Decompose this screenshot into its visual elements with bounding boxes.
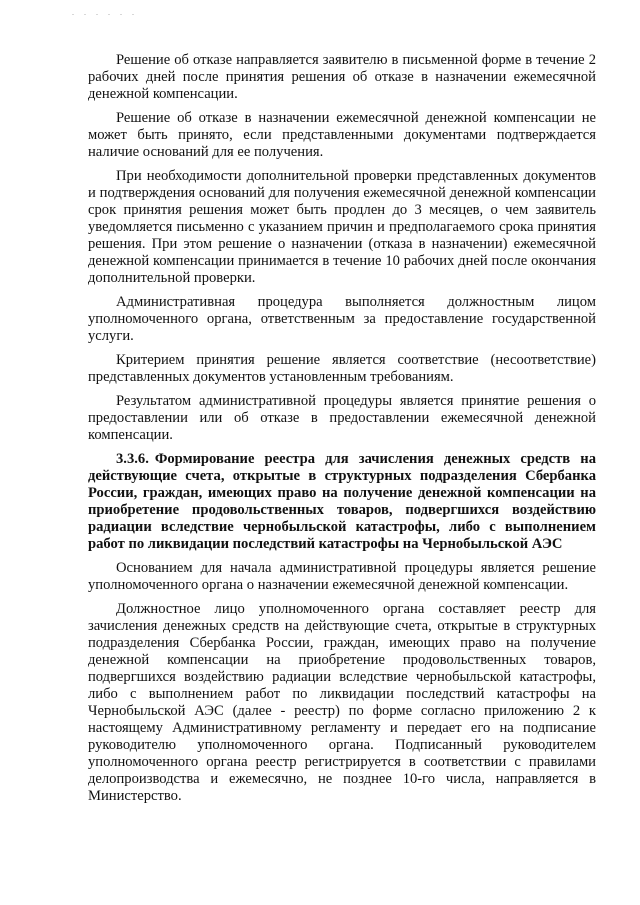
section-number: 3.3.6. — [116, 451, 149, 467]
section-title: Формирование реестра для зачисления денежных средств на действующие счета, открытые в структурных подразделения Сбербанка России, граждан, имеющих право на получение денежной компенсации на приобретение продовольственных товаров, подвергшихся воздействию радиации вследствие чернобыльской катастрофы, либо с выполнением работ по ликвидации последствий катастрофы на Чернобыльской АЭС — [88, 451, 596, 552]
paragraph-responsible-official: Административная процедура выполняется должностным лицом уполномоченного органа, ответственным за предоставление государственной услуги. — [88, 294, 596, 344]
section-heading — [88, 451, 596, 553]
paragraph-decision-criterion: Критерием принятия решение является соответствие (несоответствие) представленных документов установленным требованиям. — [88, 352, 596, 385]
paragraph-refusal-restriction: Решение об отказе в назначении ежемесячной денежной компенсации не может быть принято, если представленными документами подтверждается наличие оснований для ее получения. — [88, 110, 596, 160]
paragraph-registry-formation: Должностное лицо уполномоченного органа составляет реестр для зачисления денежных средств на действующие счета, открытые в структурных подразделения Сбербанка России, граждан, имеющих право на получение денежной компенсации на приобретение продовольственных товаров, подвергшихся воздействию радиации вследствие чернобыльской катастрофы, либо с выполнением работ по ликвидации последствий катастрофы на Чернобыльской АЭС (далее - реестр) по форме согласно приложению 2 к настоящему Административному регламенту и передает его на подписание руководителю уполномоченного органа. Подписанный руководителем уполномоченного органа реестр регистрируется в соответствии с правилами делопроизводства и ежемесячно, не позднее 10-го числа, направляется в Министерство. — [88, 601, 596, 804]
paragraph-additional-check: При необходимости дополнительной проверки представленных документов и подтверждения оснований для получения ежемесячной денежной компенсации срок принятия решения может быть продлен до 3 месяцев, о чем заявитель уведомляется письменно с указанием причин и предполагаемого срока принятия решения. При этом решение о назначении (отказа в назначении) ежемесячной денежной компенсации принимается в течение 10 рабочих дней после окончания дополнительной проверки. — [88, 168, 596, 286]
paragraph-refusal-notice: Решение об отказе направляется заявителю в письменной форме в течение 2 рабочих дней после принятия решения об отказе в назначении ежемесячной денежной компенсации. — [88, 52, 596, 102]
paragraph-procedure-basis: Основанием для начала административной процедуры является решение уполномоченного органа о назначении ежемесячной денежной компенсации. — [88, 560, 596, 593]
paragraph-procedure-result: Результатом административной процедуры является принятие решения о предоставлении или об отказе в предоставлении ежемесячной денежной компенсации. — [88, 393, 596, 443]
document-body — [88, 52, 596, 812]
scan-marks: . . . . . . — [72, 8, 138, 17]
